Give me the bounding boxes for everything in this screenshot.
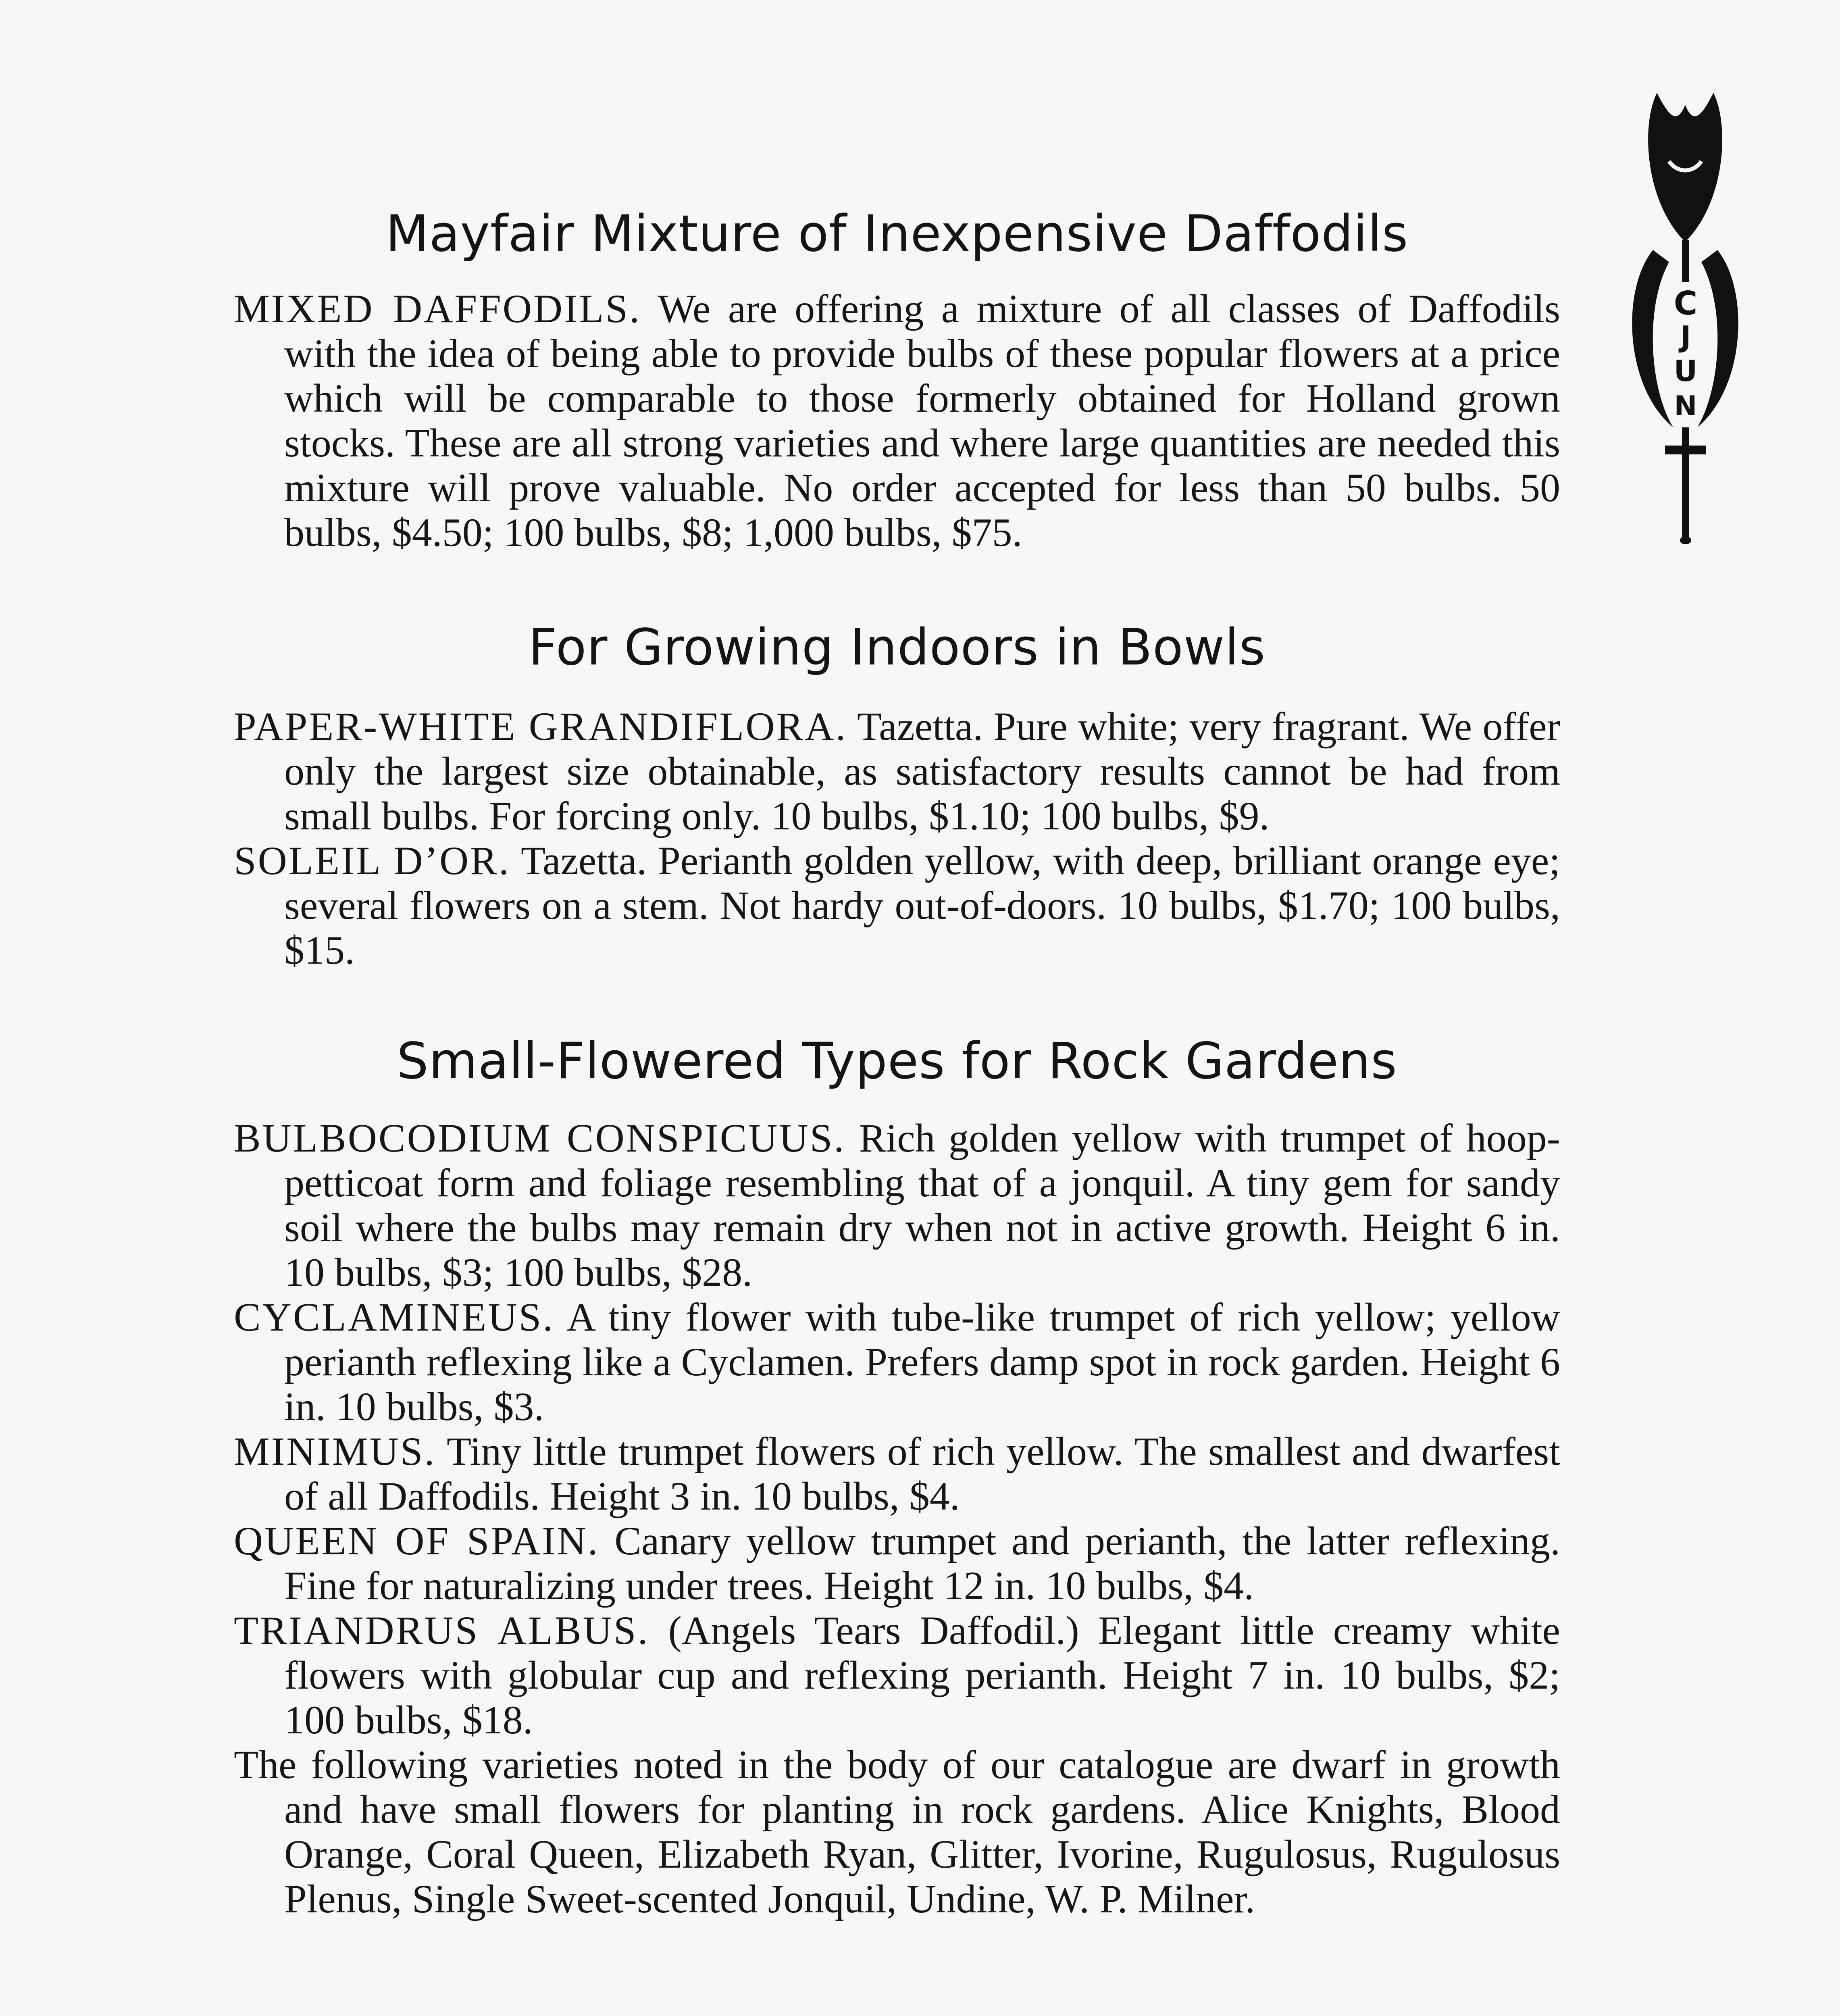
entry-text: The following varieties noted in the body of our catalogue are dwarf in growth and have small flowers for planting in rock gardens. Alice Knights, Blood Orange, Coral Queen, Elizabeth Ryan, Glitter, Ivorine, Rugulosus, Rugulosus Plenus, Single Sweet-scented Jonquil, Undine, W. P. Milner.: [234, 1742, 1560, 1921]
entry-mixed-daffodils: [234, 286, 1560, 555]
svg-text:N: N: [1674, 390, 1697, 422]
entry-cyclamineus: [234, 1295, 1560, 1429]
entry-text: Rich golden yellow with trumpet of hoop-petticoat form and foliage resembling that of a jonquil. A tiny gem for sandy soil where the bulbs may remain dry when not in active growth. Height 6 in. 10 bulbs, $3; 100 bulbs, $28.: [284, 1116, 1560, 1295]
entry-bulbocodium: [234, 1116, 1560, 1295]
entry-name: SOLEIL D’OR.: [234, 838, 510, 883]
entry-paper-white: [234, 704, 1560, 838]
entry-name: MINIMUS.: [234, 1429, 436, 1474]
entry-text: We are offering a mixture of all classes of Daffodils with the idea of being able to provide bulbs of these popular flowers at a price which will be comparable to those formerly obtained for Holland grown stocks. These are all strong varieties and where large quantities are needed this mixture will prove valuable. No order accepted for less than 50 bulbs. 50 bulbs, $4.50; 100 bulbs, $8; 1,000 bulbs, $75.: [284, 286, 1560, 555]
entry-text: Tazetta. Pure white; very fragrant. We offer only the largest size obtainable, as satisfactory results cannot be had from small bulbs. For forcing only. 10 bulbs, $1.10; 100 bulbs, $9.: [284, 704, 1560, 838]
entry-minimus: [234, 1429, 1560, 1518]
entry-name: BULBOCODIUM CONSPICUUS.: [234, 1116, 846, 1160]
section-heading-mayfair: Mayfair Mixture of Inexpensive Daffodils: [385, 205, 1409, 263]
entry-name: QUEEN OF SPAIN.: [234, 1518, 599, 1563]
entry-text: Canary yellow trumpet and perianth, the latter reflexing. Fine for naturalizing under trees. Height 12 in. 10 bulbs, $4.: [284, 1518, 1561, 1608]
svg-text:J: J: [1680, 320, 1691, 354]
svg-text:C: C: [1673, 285, 1698, 322]
entry-name: TRIANDRUS ALBUS.: [234, 1608, 649, 1653]
entry-triandrus-albus: [234, 1608, 1560, 1742]
entry-name: PAPER-WHITE GRANDIFLORA.: [234, 704, 847, 749]
entry-name: MIXED DAFFODILS.: [234, 286, 641, 331]
entry-text: A tiny flower with tube-like trumpet of rich yellow; yellow perianth reflexing like a Cyclamen. Prefers damp spot in rock garden. Height 6 in. 10 bulbs, $3.: [284, 1295, 1560, 1429]
svg-text:U: U: [1673, 354, 1698, 388]
entry-dwarf-varieties-note: [234, 1742, 1560, 1921]
tulip-monogram-icon: [1609, 81, 1762, 548]
main-content: [234, 202, 1560, 1921]
section-heading-indoors: For Growing Indoors in Bowls: [528, 619, 1266, 677]
entry-soleil-dor: [234, 838, 1560, 973]
entry-text: Tazetta. Perianth golden yellow, with deep, brilliant orange eye; several flowers on a stem. Not hardy out-of-doors. 10 bulbs, $1.70; 100 bulbs, $15.: [284, 838, 1560, 973]
section-heading-rock-gardens: Small-Flowered Types for Rock Gardens: [397, 1032, 1397, 1090]
entry-name: CYCLAMINEUS.: [234, 1295, 555, 1339]
entry-text: (Angels Tears Daffodil.) Elegant little creamy white flowers with globular cup and reflexing perianth. Height 7 in. 10 bulbs, $2; 100 bulbs, $18.: [284, 1608, 1560, 1742]
entry-text: Tiny little trumpet flowers of rich yellow. The smallest and dwarfest of all Daffodils. Height 3 in. 10 bulbs, $4.: [284, 1429, 1560, 1518]
entry-queen-of-spain: [234, 1518, 1560, 1608]
